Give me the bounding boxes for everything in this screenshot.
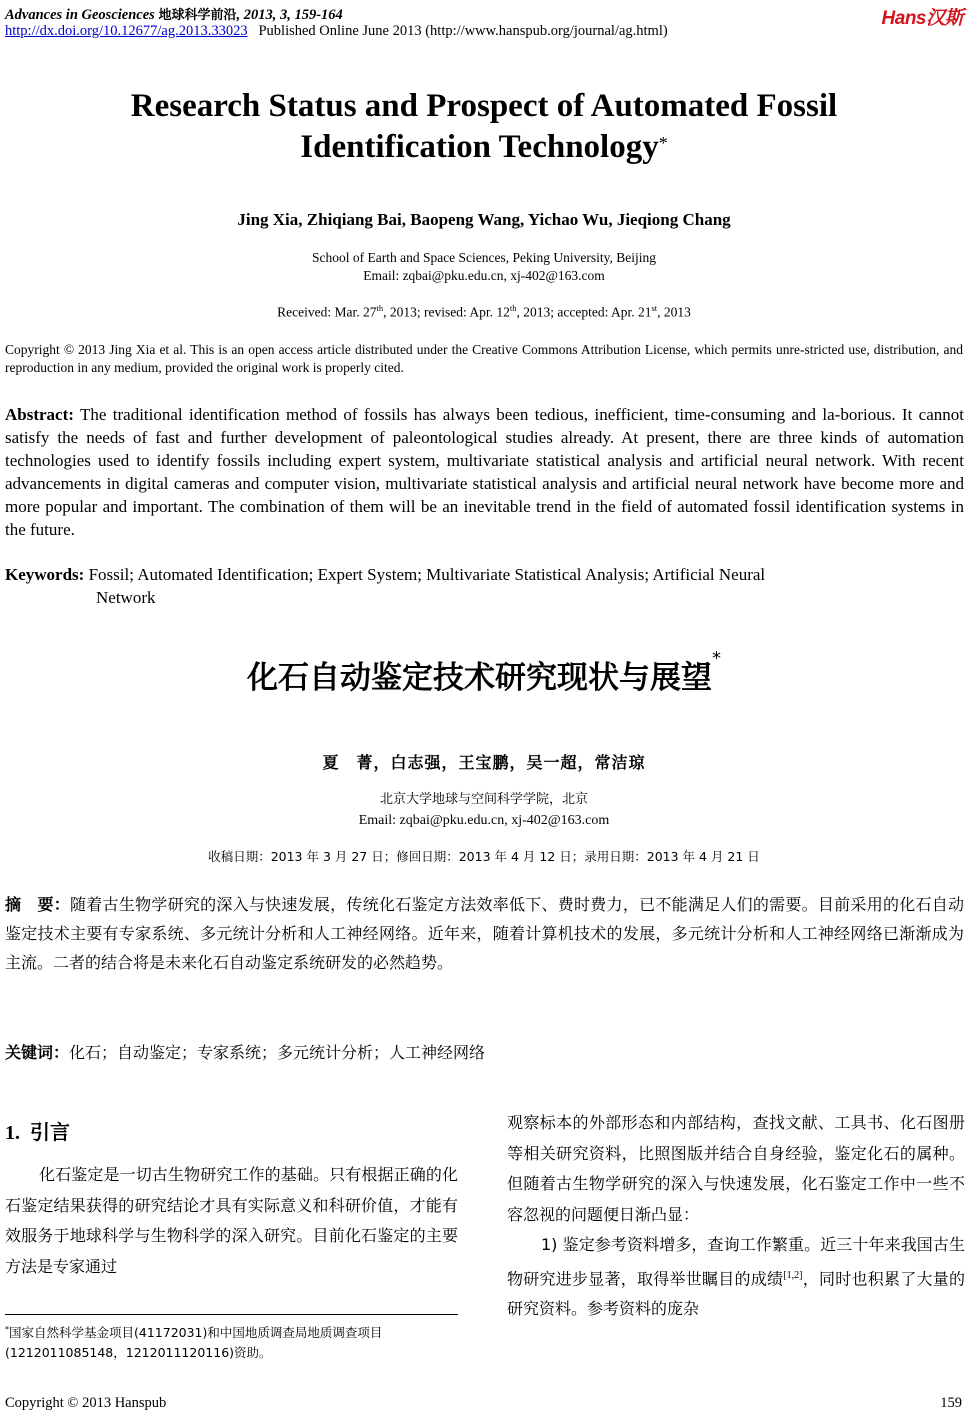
accepted-suffix: st bbox=[651, 303, 658, 313]
affiliation-cn: 北京大学地球与空间科学学院，北京 bbox=[379, 792, 588, 807]
journal-name-cn: 地球科学前沿 bbox=[158, 8, 237, 23]
publication-info: Published Online June 2013 (http://www.hanspub.org/journal/ag.html) bbox=[258, 23, 668, 39]
footnote-mark: * bbox=[5, 1325, 9, 1334]
point-1-text-cont: ，同时也积累了大量的研究资料。参考资料的庞杂 bbox=[507, 1268, 965, 1319]
abstract-label: Abstract: bbox=[5, 405, 74, 424]
keywords-text-cn: 化石；自动鉴定；专家系统；多元统计分析；人工神经网络 bbox=[69, 1043, 486, 1062]
affiliation: School of Earth and Space Sciences, Peking University, Beijing bbox=[311, 250, 657, 265]
footnote bbox=[5, 1320, 458, 1363]
journal-header bbox=[5, 4, 343, 24]
email: Email: zqbai@pku.edu.cn, xj-402@163.com bbox=[363, 268, 605, 283]
keywords-text-1: Fossil; Automated Identification; Expert System; Multivariate Statistical Analysis; Artificial Neural bbox=[88, 565, 766, 584]
title-cn-text: 化石自动鉴定技术研究现状与展望 bbox=[247, 660, 712, 696]
section-title: 引言 bbox=[30, 1120, 70, 1144]
title-line-1: Research Status and Prospect of Automated Fossil bbox=[130, 88, 838, 124]
section-heading bbox=[5, 1116, 70, 1145]
doi-link[interactable]: http://dx.doi.org/10.12677/ag.2013.33023 bbox=[5, 23, 248, 39]
title-footnote-mark: * bbox=[658, 133, 668, 153]
paragraph-intro: 化石鉴定是一切古生物研究工作的基础。只有根据正确的化石鉴定结果获得的研究结论才具有实际意义和科研价值，才能有效服务于地球科学与生物科学的深入研究。目前化石鉴定的主要方法是专家通过 bbox=[5, 1165, 458, 1276]
keywords-label-cn: 关键词： bbox=[5, 1043, 70, 1062]
paragraph-continued: 观察标本的外部形态和内部结构，查找文献、工具书、化石图册等相关研究资料，比照图版并结合自身经验，鉴定化石的属种。但随着古生物学研究的深入与快速发展，化石鉴定工作中一些不容忽视的问题便日渐凸显： bbox=[507, 1113, 965, 1224]
abstract-label-cn: 摘 要： bbox=[5, 895, 71, 914]
paper-title bbox=[0, 86, 968, 168]
point-1-text: 1) 鉴定参考资料增多，查询工作繁重。近三十年来我国古生物研究进步显著，取得举世瞩目的成绩 bbox=[507, 1235, 965, 1288]
hanspub-logo: Hans汉斯 bbox=[881, 8, 963, 29]
received-suffix: th bbox=[376, 303, 384, 313]
affiliation-block-cn bbox=[0, 789, 968, 831]
abstract-cn bbox=[5, 890, 964, 977]
keywords-cn bbox=[5, 1040, 485, 1063]
section-number: 1. bbox=[5, 1122, 20, 1144]
paragraph-point-1 bbox=[507, 1230, 965, 1325]
revised-suffix: th bbox=[509, 303, 517, 313]
revised-date: , 2013; revised: Apr. 12 bbox=[383, 304, 510, 320]
doi-line bbox=[5, 23, 668, 40]
abstract-text-cn: 随着古生物学研究的深入与快速发展，传统化石鉴定方法效率低下、费时费力，已不能满足人们的需要。目前采用的化石自动鉴定技术主要有专家系统、多元统计分析和人工神经网络。近年来，随着计算机技术的发展，多元统计分析和人工神经网络已渐渐成为主流。二者的结合将是未来化石自动鉴定系统研发的必然趋势。 bbox=[5, 895, 964, 972]
received-dates bbox=[0, 303, 968, 321]
accepted-year: , 2013 bbox=[657, 304, 691, 320]
email-cn: Email: zqbai@pku.edu.cn, xj-402@163.com bbox=[358, 813, 610, 828]
abstract bbox=[5, 403, 964, 541]
keywords-text-2: Network bbox=[96, 588, 156, 607]
keywords-label: Keywords: bbox=[5, 565, 85, 584]
abstract-text: The traditional identification method of fossils has always been tedious, inefficient, time-consuming and la-borious. It cannot satisfy the needs of fast and further development of paleontological studies already. At present, there are three kinds of automation technologies used to identify fossils including expert system, multivariate statistical analysis and artificial neural network. With recent advancements in digital cameras and computer vision, multivariate statistical analysis and artificial neural network have become more and more popular and important. The combination of them will be an inevitable trend in the field of automated fossil identification systems in the future. bbox=[5, 405, 964, 539]
title-cn-footnote-mark: * bbox=[712, 648, 721, 669]
footnote-divider bbox=[5, 1314, 458, 1315]
journal-name: Advances in Geosciences bbox=[5, 7, 155, 23]
journal-citation: , 2013, 3, 159-164 bbox=[236, 7, 343, 23]
title-line-2: Identification Technology bbox=[300, 129, 659, 165]
left-column bbox=[5, 1160, 458, 1282]
authors: Jing Xia, Zhiqiang Bai, Baopeng Wang, Yichao Wu, Jieqiong Chang bbox=[237, 210, 731, 229]
received-date: Received: Mar. 27 bbox=[277, 304, 377, 320]
citation-ref[interactable]: [1,2] bbox=[783, 1269, 803, 1281]
authors-cn: 夏 菁，白志强，王宝鹏，吴一超，常洁琼 bbox=[322, 753, 646, 772]
accepted-date: , 2013; accepted: Apr. 21 bbox=[516, 304, 652, 320]
paper-title-cn bbox=[0, 648, 968, 697]
keywords bbox=[5, 563, 765, 609]
copyright-notice: Copyright © 2013 Jing Xia et al. This is an open access article distributed under the Creative Commons Attribution License, which permits unre-stricted use, distribution, and reproduction in any medium, provided the original work is properly cited. bbox=[5, 342, 963, 375]
footnote-text: 国家自然科学基金项目(41172031)和中国地质调查局地质调查项目(1212011085148，1212011120116)资助。 bbox=[5, 1325, 383, 1361]
received-dates-cn: 收稿日期：2013 年 3 月 27 日；修回日期：2013 年 4 月 12 日；录用日期：2013 年 4 月 21 日 bbox=[208, 849, 760, 864]
affiliation-block bbox=[0, 249, 968, 285]
footer-copyright: Copyright © 2013 Hanspub bbox=[5, 1395, 167, 1411]
page-number: 159 bbox=[940, 1395, 962, 1411]
right-column bbox=[507, 1108, 965, 1325]
